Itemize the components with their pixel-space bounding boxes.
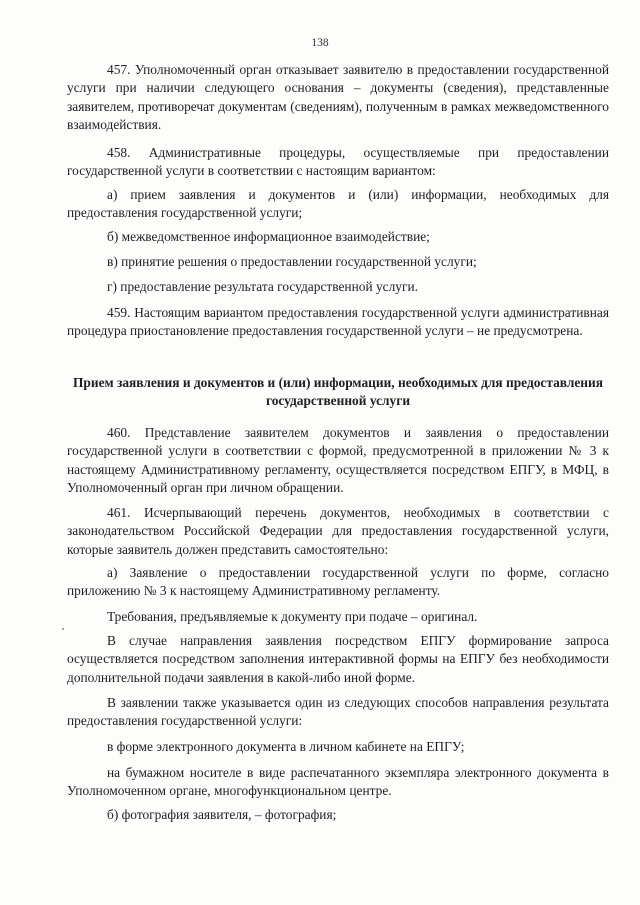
page-number: 138	[311, 37, 329, 49]
requirements-text: Требования, предъявляемые к документу при подаче – оригинал.	[107, 609, 478, 624]
list-item-g: г) предоставление результата государственной услуги.	[107, 279, 418, 294]
paragraph-459: 459. Настоящим вариантом предоставления государственной услуги административная процедура приостановление предоставления государственной услуги – не предусмотрена.	[67, 305, 609, 339]
paragraph-460: 460. Представление заявителем документов и заявления о предоставлении государственной услуги в соответствии с формой, предусмотренной в приложении № 3 к настоящему Административному регламенту, осуществляется посредством ЕПГУ, в МФЦ, в Уполномоченный орган при личном обращении.	[67, 425, 609, 496]
list-item-461-b: б) фотография заявителя, – фотография;	[107, 807, 337, 822]
list-item-a: а) прием заявления и документов и (или) информации, необходимых для предоставления государственной услуги;	[67, 187, 609, 221]
paragraph-458: 458. Административные процедуры, осуществляемые при предоставлении государственной услуги в соответствии с настоящим вариантом:	[67, 145, 609, 179]
epgu-text: В случае направления заявления посредством ЕПГУ формирование запроса осуществляется посредством заполнения интерактивной формы на ЕПГУ без необходимости дополнительной подачи заявления в какой-либо иной форме.	[67, 633, 609, 685]
method-electronic: в форме электронного документа в личном кабинете на ЕПГУ;	[107, 739, 465, 754]
method-paper: на бумажном носителе в виде распечатанного экземпляра электронного документа в Уполномоченном органе, многофункциональном центре.	[67, 765, 609, 799]
list-item-b: б) межведомственное информационное взаимодействие;	[107, 229, 430, 244]
list-item-v: в) принятие решения о предоставлении государственной услуги;	[107, 254, 477, 269]
list-item-461-a: а) Заявление о предоставлении государственной услуги по форме, согласно приложению № 3 к настоящему Административному регламенту.	[67, 565, 609, 599]
result-methods-text: В заявлении также указывается один из следующих способов направления результата предоставления государственной услуги:	[67, 695, 609, 729]
paragraph-461: 461. Исчерпывающий перечень документов, необходимых в соответствии с законодательством Российской Федерации для предоставления государственной услуги, которые заявитель должен представить самостоятельно:	[67, 505, 609, 557]
paragraph-457: 457. Уполномоченный орган отказывает заявителю в предоставлении государственной услуги при наличии следующего основания – документы (сведения), представленные заявителем, противоречат документам (сведениям), полученным в рамках межведомственного взаимодействия.	[67, 62, 609, 133]
scan-speck	[62, 628, 64, 630]
section-heading: Прием заявления и документов и (или) информации, необходимых для предоставления государственной услуги	[72, 375, 603, 409]
